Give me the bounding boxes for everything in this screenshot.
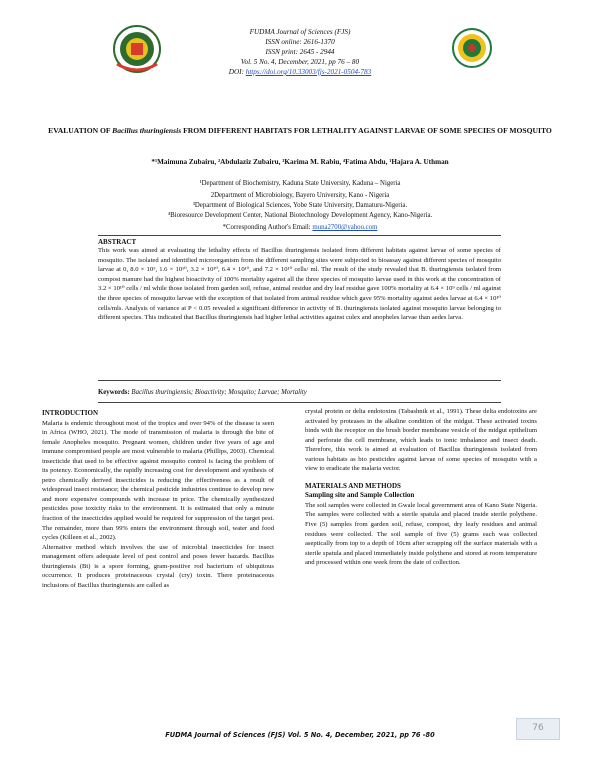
abstract-heading: ABSTRACT [98,238,137,246]
affiliation-2: 2Department of Microbiology, Bayero University, Kano - Nigeria [210,192,390,199]
issn-print: ISSN print: 2645 - 2944 [265,48,335,56]
page-number-box [516,718,560,740]
affiliation-3: ³Department of Biological Sciences, Yobe State University, Damaturu-Nigeria. [192,202,408,209]
abstract-top-rule [98,235,501,236]
affiliation-4: ⁴Bioresource Development Center, National Biotechnology Development Agency, Kano-Nigeria. [167,212,433,219]
intro-paragraph-2: Alternative method which involves the use of microbial insecticides for insect management offers adequate level of pest control and poses fewer hazards. Bacillus thuringiensis (Bt) is a spore forming, gram-positive rod bacterium of ubiquitous occurrence. It produces proteinaceous crystal (cry) toxin. There proteinaceous inclusions of Bacillus thuringiensis are called as [42,543,274,589]
paper-title: EVALUATION OF Bacillus thuringiensis FROM DIFFERENT HABITATS FOR LETHALITY AGAINST LARVAE OF SOME SPECIES OF MOSQUITO [48,126,552,135]
doi-line: DOI: https://doi.org/10.33003/fjs-2021-0504-783 [228,68,372,76]
right-column [305,407,537,568]
abstract-text: This work was aimed at evaluating the lethality effects of Bacillus thuringiensis isolated from different habitats against larvae of some species of mosquito. The isolated and identified microorganism from the different sampling sites were subjected to bioassay against different species of mosquito larvae at 0, 8.0 × 10⁹, 1.6 × 10¹⁰, 3.2 × 10¹⁰, 6.4 × 10¹⁰, and 7.2 × 10¹⁰ cells/ ml. The result of the study revealed that B. thuringiensis isolated from compost manure had the highest bioactivity of 100% mortality against all the three species of mosquito larvae used in this work at the concentration of 3.2 × 10¹⁰ cells / ml while those isolated from garden soil, refuse, animal residue and dry leaf residue gave 100% mortality at 6.4 × 10⁹ cells / ml against the three species of mosquito larvae with the exception of that isolated from animal residue which gave 95% mortality against aedes larvae at 6.4 × 10¹⁰ cells/mls. Analysis of variance at P < 0.05 revealed a significant difference in activity of B. thuringiensis isolated against mosquito larvae belonging to different species. This indicated that Bacillus thuringiensis had higher lethal activities against culex and anopheles larvae than aedes larva. [98,247,501,322]
keywords: Keywords: Bacillus thuringiensis; Bioactivity; Mosquito; Larvae; Mortality [98,389,307,396]
sampling-subheading: Sampling site and Sample Collection [305,491,415,500]
page-footer: FUDMA Journal of Sciences (FJS) Vol. 5 No. 4, December, 2021, pp 76 -80 [165,731,435,739]
introduction-heading: INTRODUCTION [42,409,99,417]
right-paragraph-2: The soil samples were collected in Gwale local government area of Kano State Nigeria. The samples were collected with a sterile spatula and placed inside sterile polythene. Five (5) samples from garden soil, refuse, compost, dry leafy residues and animal residues were collected. The soil sample of five (5) grams each was collected aseptically from top to a depth of 10cm after scrapping off the surface materials with a sterile spatula and placed immediately inside polythene and stored at room temperature and processed within one week from the date of collection. [305,501,537,567]
doi-link[interactable]: https://doi.org/10.33003/fjs-2021-0504-783 [245,68,372,76]
email-link[interactable]: muna2700@yahoo.com [312,224,378,231]
author-list: *¹Maimuna Zubairu, ²Abdulaziz Zubairu, ³Karima M. Rabiu, ⁴Fatima Abdu, ¹Hajara A. Uthman [151,158,449,166]
keywords-rule [98,402,501,403]
methods-heading: MATERIALS AND METHODS [305,481,401,490]
abstract-bottom-rule [98,380,501,381]
corresponding-author: *Corresponding Author's Email: muna2700@yahoo.com [222,224,378,231]
intro-paragraph-1: Malaria is endemic throughout most of the tropics and over 94% of the disease is seen in Africa (WHO, 2021). The mode of transmission of malaria is through the bite of female Anopheles mosquito. Pregnant women, children under five years of age and immune compromised people are most vulnerable to malaria (Phillips, 2003). Chemical insecticide that used to be effective against mosquito control is facing the problem of its potency. Economically, the rapidly increasing cost for development and synthesis of petro chemically derived insecticides is reducing the effectiveness as a result of widespread insect resistance; the chemical pesticide industries continue to develop new and more expensive compounds with increase in price. The chemically synthesized pesticides pose toxicity risks to the environment. It is estimated that only a minute fraction of the insecticides applied would be required for suppression of the target pest. The remainder, more than 99% enters the environment through soil, water and food cycles (Killeen et al., 2002). [42,419,274,542]
journal-name: FUDMA Journal of Sciences (FJS) [249,28,351,36]
volume-info: Vol. 5 No. 4, December, 2021, pp 76 – 80 [240,58,360,66]
affiliation-1: ¹Department of Biochemistry, Kaduna State University, Kaduna – Nigeria [199,180,401,187]
issn-online: ISSN online: 2616-1370 [265,38,335,46]
page-number: 76 [532,723,544,733]
right-paragraph-1: crystal protein or delta endotoxins (Tabashnik et al., 1991). These delta endotoxins are activated by proteases in the alkaline condition of the midgut. These activated toxins binds with the receptor on the brush border membrane vesicle of the midgut epithelium and perforate the cell membrane, which leads to ionic imbalance and insect death. Therefore, this work is aimed at evaluation of Bacillus thuringiensis isolated from various habitats as bio pesticides against larvae of some species of mosquito with a view to eradicate the malaria vector. [305,408,537,473]
left-column [42,409,274,590]
